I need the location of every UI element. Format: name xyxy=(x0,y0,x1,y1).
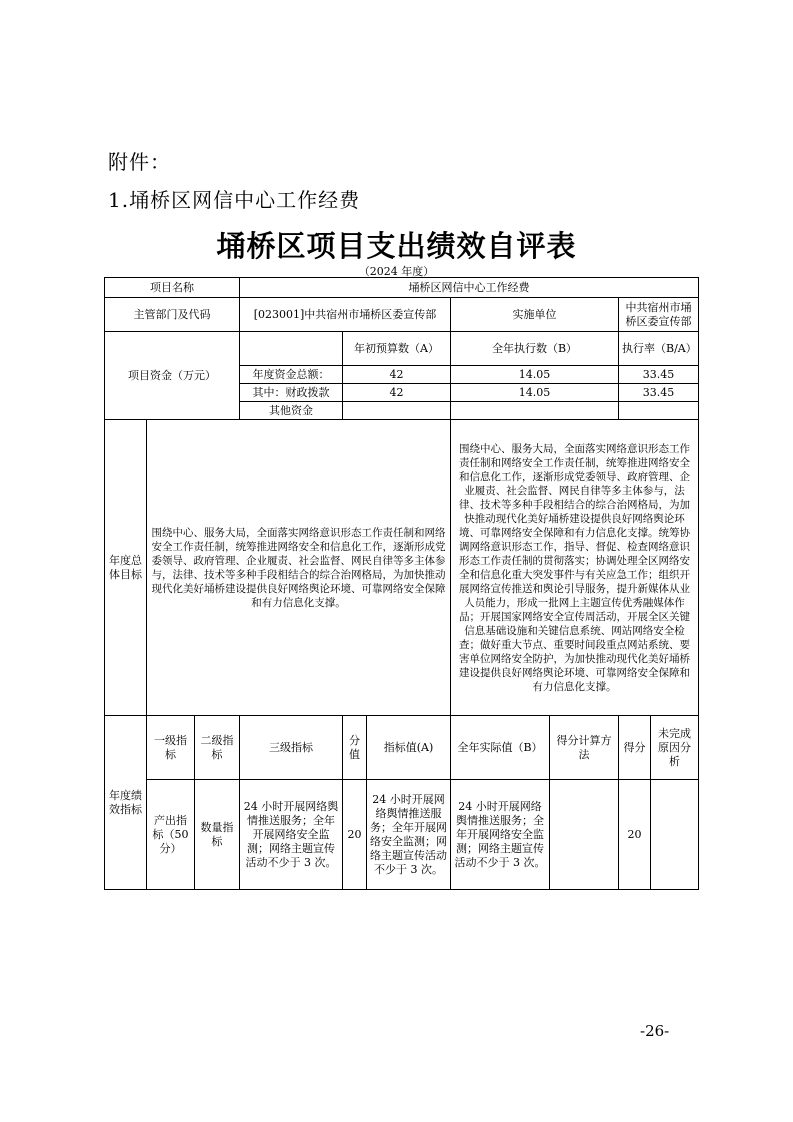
funds-row-rate: 33.45 xyxy=(619,384,699,402)
funds-row-exec: 14.05 xyxy=(451,384,619,402)
impl-unit-value: 中共宿州市埇桥区委宣传部 xyxy=(619,298,699,332)
evaluation-table xyxy=(104,277,699,890)
funds-row-label: 年度资金总额： xyxy=(240,366,343,384)
impl-unit-label: 实施单位 xyxy=(451,298,619,332)
indicator-header-target: 指标值(A) xyxy=(367,716,451,780)
indicator-header-level2: 二级指标 xyxy=(195,716,240,780)
project-name-value: 埇桥区网信中心工作经费 xyxy=(240,278,699,298)
funds-col-budget: 年初预算数（A） xyxy=(343,332,451,366)
indicator-header-actual: 全年实际值（B） xyxy=(451,716,550,780)
indicator-level2: 数量指标 xyxy=(195,780,240,890)
goal-planned: 围绕中心、服务大局，全面落实网络意识形态工作责任制和网络安全工作责任制，统筹推进网络安全和信息化工作，逐渐形成党委领导、政府管理、企业履责、社会监督、网民自律等多主体参与，法律、技术等多种手段相结合的综合治网格局，为加快推动现代化美好埇桥建设提供良好网络舆论环境、可靠网络安全保障和有力信息化支撑。 xyxy=(147,420,451,716)
funds-label: 项目资金（万元） xyxy=(105,332,240,420)
goal-actual: 围绕中心、服务大局，全面落实网络意识形态工作责任制和网络安全工作责任制，统筹推进网络安全和信息化工作，逐渐形成党委领导、政府管理、企业履责、社会监督、网民自律等多主体参与，法律、技术等多种手段相结合的综合治网格局，为加快推动现代化美好埇桥建设提供良好网络舆论环境、可靠网络安全保障和有力信息化支撑。统筹协调网络意识形态工作，指导、督促、检查网络意识形态工作责任制的贯彻落实；协调处理全区网络安全和信息化重大突发事件与有关应急工作；组织开展网络宣传推送和舆论引导服务，提升新媒体从业人员能力，形成一批网上主题宣传优秀融媒体作品；开展国家网络安全宣传周活动，开展全区关键信息基础设施和关键信息系统、网站网络安全检查；做好重大节点、重要时间段重点网站系统、要害单位网络安全防护，为加快推动现代化美好埇桥建设提供良好网络舆论环境、可靠网络安全保障和有力信息化支撑。 xyxy=(451,420,699,716)
indicator-reason xyxy=(651,780,699,890)
indicator-score: 20 xyxy=(343,780,367,890)
subtitle: 1.埇桥区网信中心工作经费 xyxy=(108,188,361,212)
attachment-label: 附件： xyxy=(108,150,171,174)
indicator-actual: 24 小时开展网络舆情推送服务；全年开展网络安全监测；网络主题宣传活动不少于 3 次。 xyxy=(451,780,550,890)
funds-header-blank xyxy=(240,332,343,366)
indicator-header-level1: 一级指标 xyxy=(147,716,195,780)
funds-col-exec: 全年执行数（B） xyxy=(451,332,619,366)
funds-row-rate: 33.45 xyxy=(619,366,699,384)
indicator-level1: 产出指标（50分） xyxy=(147,780,195,890)
funds-row-budget: 42 xyxy=(343,366,451,384)
indicator-earned: 20 xyxy=(619,780,651,890)
indicators-label: 年度绩效指标 xyxy=(105,716,147,890)
project-name-label: 项目名称 xyxy=(105,278,240,298)
dept-label: 主管部门及代码 xyxy=(105,298,240,332)
funds-row-exec: 14.05 xyxy=(451,366,619,384)
funds-col-rate: 执行率（B/A） xyxy=(619,332,699,366)
page-title: 埇桥区项目支出绩效自评表 xyxy=(216,229,577,263)
funds-row-label: 其中：财政拨款 xyxy=(240,384,343,402)
goal-label: 年度总体目标 xyxy=(105,420,147,716)
indicator-target: 24 小时开展网络舆情推送服务；全年开展网络安全监测；网络主题宣传活动不少于 3 次。 xyxy=(367,780,451,890)
indicator-header-method: 得分计算方法 xyxy=(550,716,619,780)
indicator-level3: 24 小时开展网络舆情推送服务；全年开展网络安全监测；网络主题宣传活动不少于 3 次。 xyxy=(240,780,343,890)
year-label: （2024 年度） xyxy=(358,265,435,278)
page-number: -26- xyxy=(640,1022,670,1040)
indicator-method xyxy=(550,780,619,890)
funds-row-exec xyxy=(451,402,619,420)
funds-row-budget xyxy=(343,402,451,420)
funds-row-rate xyxy=(619,402,699,420)
indicator-header-earned: 得分 xyxy=(619,716,651,780)
funds-row-label: 其他资金 xyxy=(240,402,343,420)
indicator-header-score: 分值 xyxy=(343,716,367,780)
indicator-header-reason: 未完成原因分析 xyxy=(651,716,699,780)
funds-row-budget: 42 xyxy=(343,384,451,402)
dept-value: [023001]中共宿州市埇桥区委宣传部 xyxy=(240,298,451,332)
indicator-header-level3: 三级指标 xyxy=(240,716,343,780)
